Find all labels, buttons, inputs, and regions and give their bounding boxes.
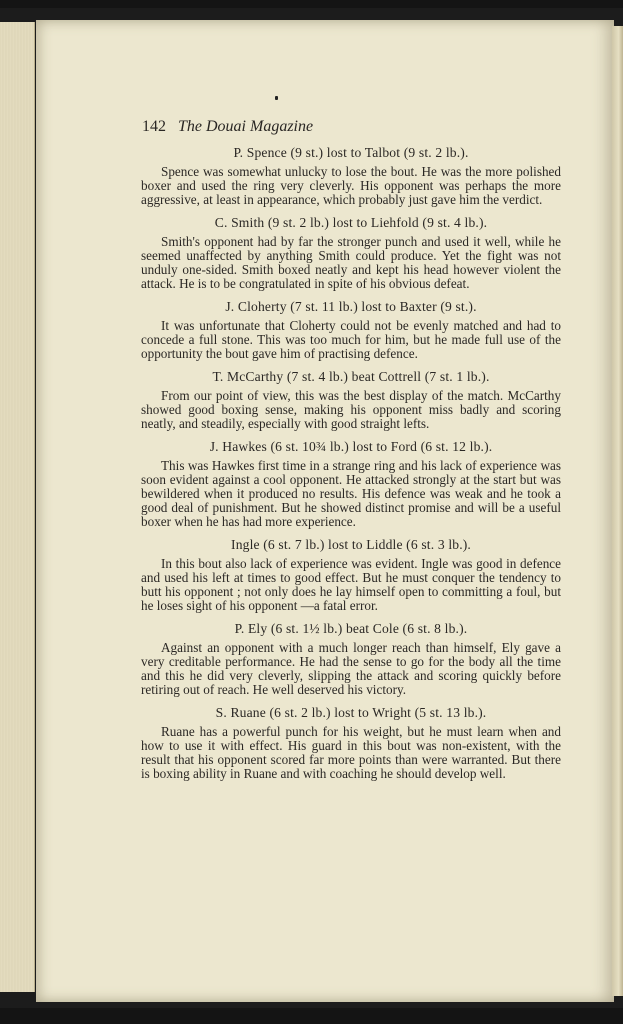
ink-dot — [275, 96, 278, 100]
bout-section — [141, 538, 561, 613]
bout-section — [141, 706, 561, 781]
bout-section — [141, 440, 561, 529]
page-edges — [0, 22, 35, 992]
bout-report: In this bout also lack of experience was evident. Ingle was good in defence and used his left at times to good effect. But he must conquer the tendency to butt his opponent ; not only does he lay himself open to committing a foul, but he loses sight of his opponent —a fatal error. — [141, 556, 561, 613]
bout-title: P. Ely (6 st. 1½ lb.) beat Cole (6 st. 8 lb.). — [234, 621, 468, 636]
article-body — [141, 146, 561, 781]
bout-title: S. Ruane (6 st. 2 lb.) lost to Wright (5 st. 13 lb.). — [215, 705, 487, 720]
bout-section — [141, 622, 561, 697]
bout-title: P. Spence (9 st.) lost to Talbot (9 st. 2 lb.). — [233, 145, 469, 160]
magazine-title: The Douai Magazine — [178, 118, 314, 135]
bout-title: Ingle (6 st. 7 lb.) lost to Liddle (6 st. 3 lb.). — [231, 537, 471, 552]
bout-section — [141, 146, 561, 207]
running-header — [142, 118, 562, 136]
bout-report: Against an opponent with a much longer reach than himself, Ely gave a very creditable performance. He had the sense to go for the body all the time and this he did very cleverly, slipping the attack and scoring quickly before retiring out of reach. He well deserved his victory. — [141, 640, 561, 697]
bout-report: Smith's opponent had by far the stronger punch and used it well, while he seemed unaffected by anything Smith could produce. Yet the fight was not unduly one-sided. Smith boxed neatly and kept his head however violent the attack. He is to be congratulated in spite of his obvious defeat. — [141, 234, 561, 291]
page-number: 142 — [142, 118, 166, 135]
bout-title: C. Smith (9 st. 2 lb.) lost to Liehfold (9 st. 4 lb.). — [214, 215, 488, 230]
bout-title: T. McCarthy (7 st. 4 lb.) beat Cottrell (7 st. 1 lb.). — [212, 369, 490, 384]
bout-section — [141, 300, 561, 361]
bout-title: J. Cloherty (7 st. 11 lb.) lost to Baxter (9 st.). — [225, 299, 477, 314]
bout-section — [141, 216, 561, 291]
bout-report: From our point of view, this was the best display of the match. McCarthy showed good boxing sense, making his opponent miss badly and scoring neatly, and steadily, especially with good straight lefts. — [141, 388, 561, 431]
bout-report: Ruane has a powerful punch for his weight, but he must learn when and how to use it with effect. His guard in this bout was non-existent, with the result that his opponent scored far more points than were warranted. But there is boxing ability in Ruane and with coaching he should develop well. — [141, 724, 561, 781]
bout-section — [141, 370, 561, 431]
bout-title: J. Hawkes (6 st. 10¾ lb.) lost to Ford (6 st. 12 lb.). — [209, 439, 493, 454]
bout-report: Spence was somewhat unlucky to lose the bout. He was the more polished boxer and used the ring very cleverly. His opponent was perhaps the more aggressive, at least in appearance, which probably just gave him the verdict. — [141, 164, 561, 207]
bout-report: It was unfortunate that Cloherty could not be evenly matched and had to concede a full stone. This was too much for him, but he made full use of the opportunity the bout gave him of practising defence. — [141, 318, 561, 361]
bout-report: This was Hawkes first time in a strange ring and his lack of experience was soon evident against a cool opponent. He attacked strongly at the start but was bewildered when it produced no results. His defence was weak and he took a good deal of punishment. But he showed distinct promise and will be a useful boxer when he has had more experience. — [141, 458, 561, 529]
right-page-edge — [612, 26, 623, 996]
